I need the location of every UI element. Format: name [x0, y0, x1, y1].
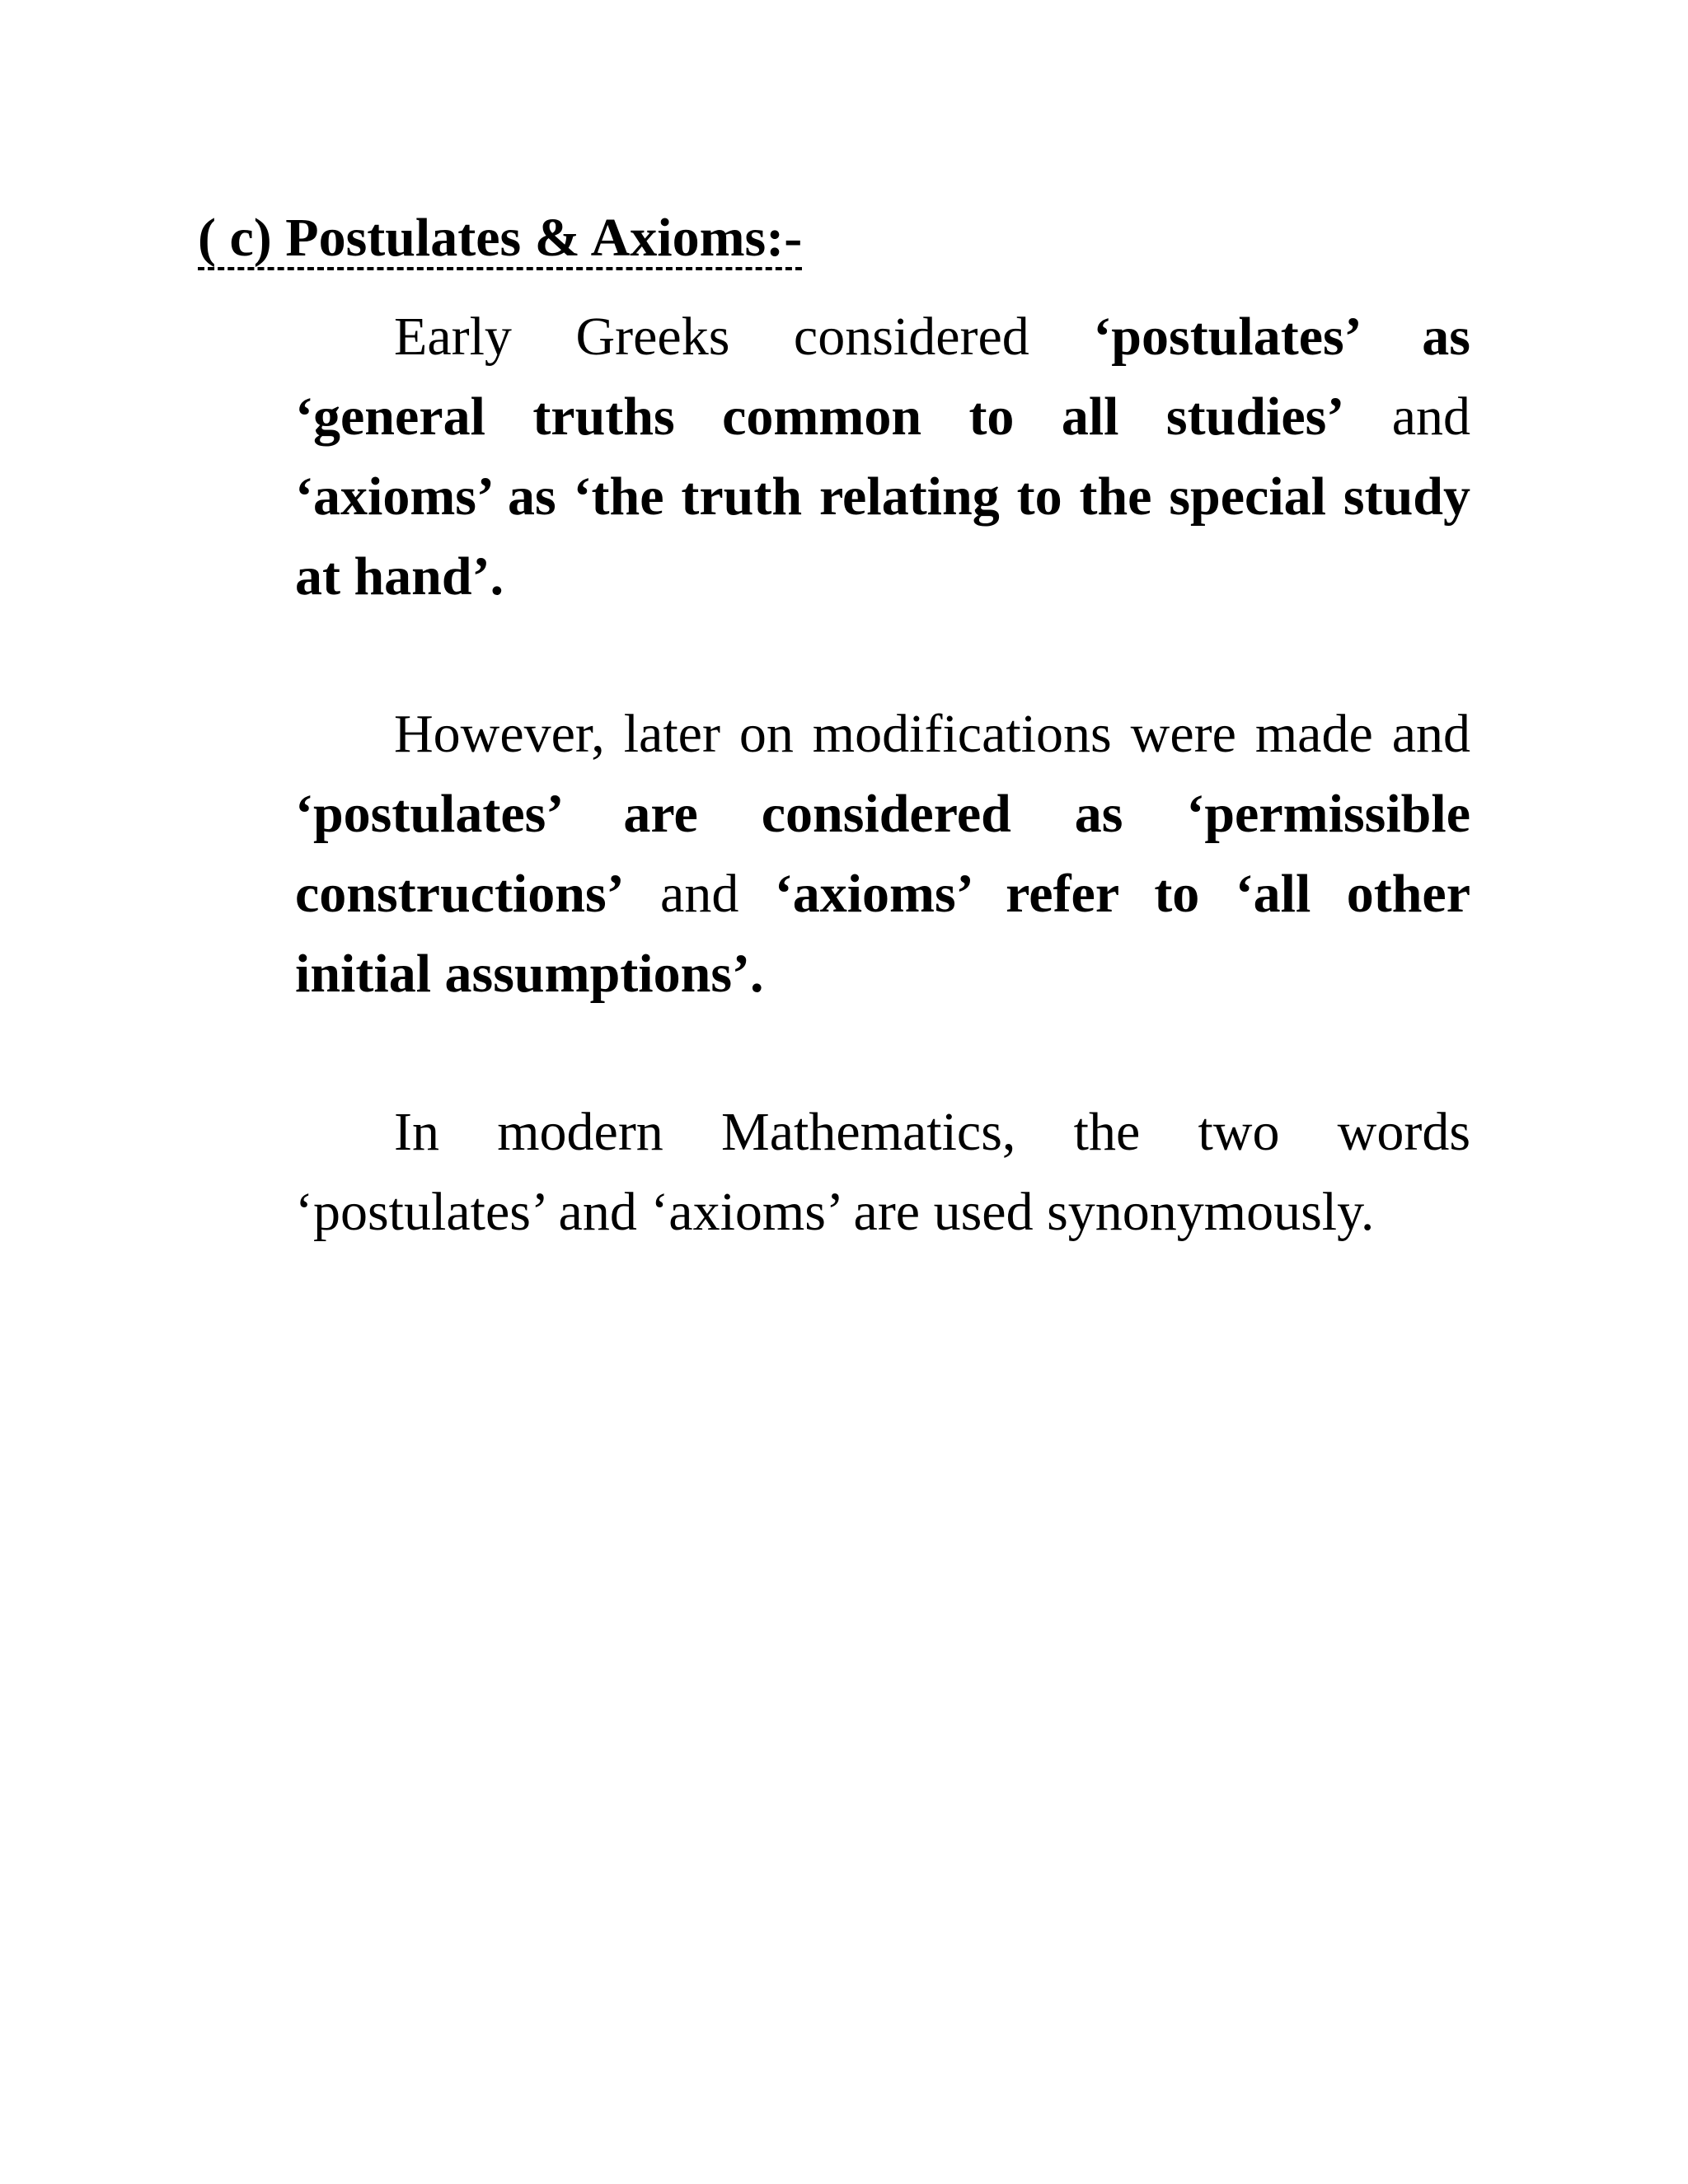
paragraph-text: In modern Mathematics, the two words ‘postulates’ and ‘axioms’ are used synonymously. — [295, 1102, 1470, 1242]
paragraph-text: Early Greeks considered — [394, 307, 1094, 367]
paragraph-text: and — [1344, 387, 1471, 447]
section-heading: ( c) Postulates & Axioms:- — [198, 208, 803, 268]
bold-text: ‘postulates’ are considered as ‘permissible constructions’ — [295, 784, 1470, 924]
paragraph-text: and — [624, 864, 775, 924]
paragraph-modern-mathematics — [295, 1092, 1470, 1252]
paragraph-early-greeks — [295, 297, 1470, 616]
paragraph-text: However, later on modifications were made and — [394, 704, 1470, 764]
bold-text: ‘axioms’ as ‘the truth relating to the special study at hand’. — [295, 466, 1470, 607]
bold-text: ‘axioms’ refer to ‘all other initial assumptions’. — [295, 864, 1471, 1004]
paragraph-modifications — [295, 694, 1470, 1014]
bold-text: ‘postulates’ as ‘general truths common to all studies’ — [295, 307, 1470, 447]
